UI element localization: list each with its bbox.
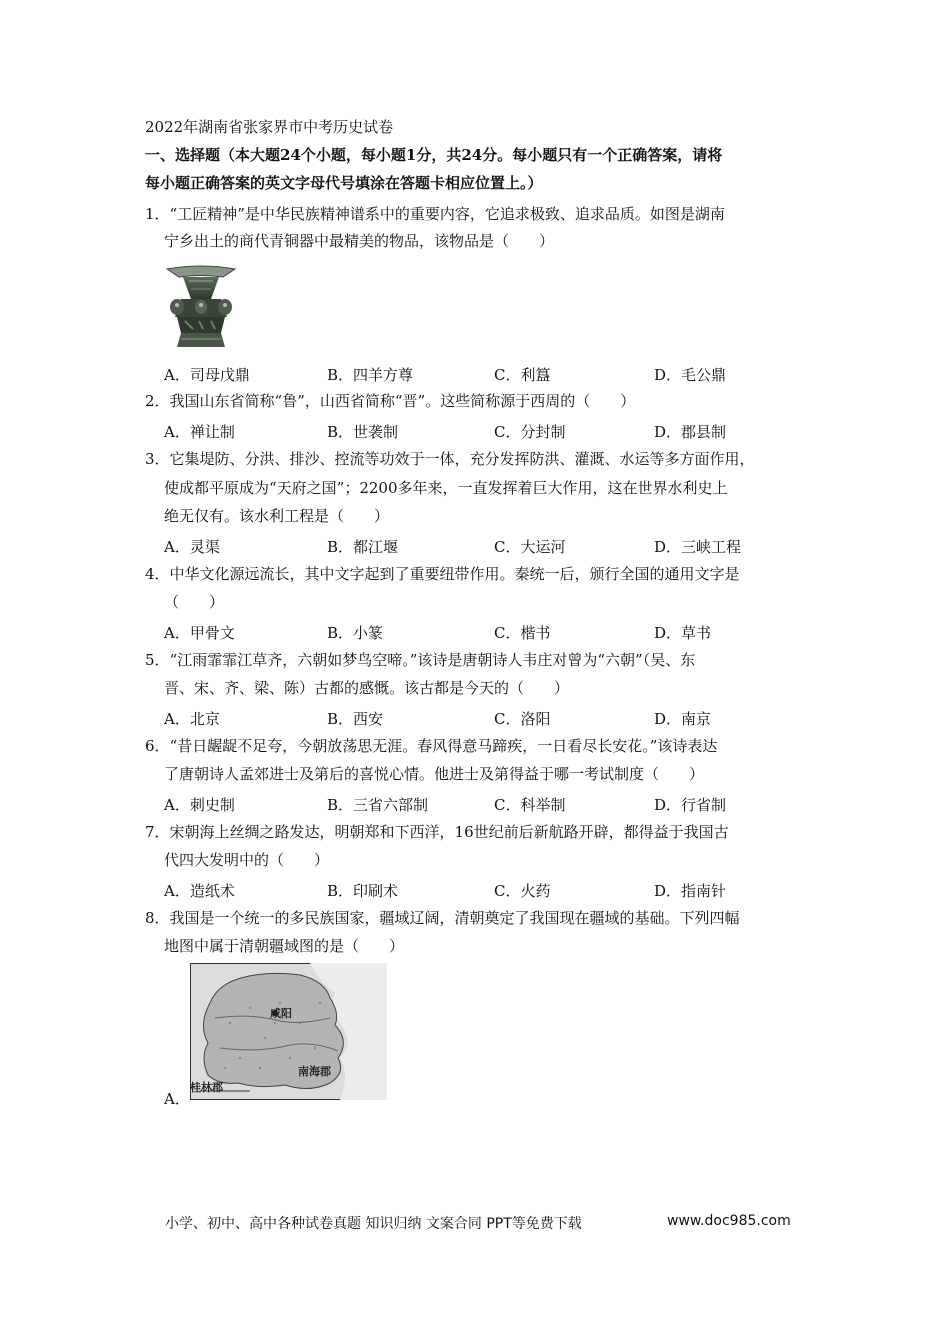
section-heading-line-2: 每小题正确答案的英文字母代号填涂在答题卡相应位置上。） [145, 174, 543, 192]
question-3-options [164, 536, 824, 554]
footer-text: 小学、初中、高中各种试卷真题 知识归纳 文案合同 PPT等免费下载 [165, 1216, 582, 1232]
option-a[interactable]: A．北京 [164, 710, 220, 728]
option-a[interactable]: A．禅让制 [164, 423, 235, 441]
footer-url[interactable]: www.doc985.com [667, 1213, 791, 1229]
option-a[interactable]: A．司母戊鼎 [164, 366, 250, 384]
question-7-line-1: 7．宋朝海上丝绸之路发达，明朝郑和下西洋，16世纪前后新航路开辟，都得益于我国古 [145, 823, 729, 841]
question-6-line-1: 6．“昔日龌龊不足夸，今朝放荡思无涯。春风得意马蹄疾，一日看尽长安花。”该诗表达 [145, 737, 718, 755]
question-4-line-2: （ ） [164, 593, 225, 611]
map-label-xianyang: 咸阳 [270, 1007, 292, 1020]
question-3-line-1: 3．它集堤防、分洪、排沙、控流等功效于一体，充分发挥防洪、灌溉、水运等多方面作用， [145, 450, 755, 468]
option-c[interactable]: C．火药 [494, 882, 551, 900]
option-b[interactable]: B．四羊方尊 [327, 366, 414, 384]
question-2-options [164, 421, 824, 439]
option-b[interactable]: B．印刷术 [327, 882, 399, 900]
bronze-vessel-image [165, 263, 237, 349]
question-7-line-2: 代四大发明中的（ ） [164, 851, 330, 869]
option-c[interactable]: C．洛阳 [494, 710, 551, 728]
option-d[interactable]: D．指南针 [654, 882, 727, 900]
question-5-line-1: 5．“江雨霏霏江草齐，六朝如梦鸟空啼。”该诗是唐朝诗人韦庄对曾为“六朝”（吴、东 [145, 651, 696, 669]
option-b[interactable]: B．世袭制 [327, 423, 399, 441]
option-d[interactable]: D．南京 [654, 710, 712, 728]
option-c[interactable]: C．大运河 [494, 538, 566, 556]
option-a[interactable]: A．造纸术 [164, 882, 235, 900]
question-4-options [164, 622, 824, 640]
question-7-options [164, 880, 824, 898]
question-5-options [164, 708, 824, 726]
option-c[interactable]: C．分封制 [494, 423, 566, 441]
question-4-line-1: 4．中华文化源远流长，其中文字起到了重要纽带作用。秦统一后，颁行全国的通用文字是 [145, 565, 740, 583]
option-d[interactable]: D．毛公鼎 [654, 366, 727, 384]
option-a[interactable]: A．刺史制 [164, 796, 235, 814]
option-a[interactable]: A．甲骨文 [164, 624, 235, 642]
section-heading-line-1: 一、选择题（本大题24个小题，每小题1分，共24分。每小题只有一个正确答案，请将 [145, 146, 723, 164]
map-label-guilin: 桂林郡 [190, 1081, 223, 1094]
question-6-line-2: 了唐朝诗人孟郊进士及第后的喜悦心情。他进士及第得益于哪一考试制度（ ） [164, 765, 705, 783]
question-6-options [164, 794, 824, 812]
question-8-line-1: 8．我国是一个统一的多民族国家，疆域辽阔，清朝奠定了我国现在疆域的基础。下列四幅 [145, 909, 740, 927]
exam-title: 2022年湖南省张家界市中考历史试卷 [145, 118, 394, 136]
option-c[interactable]: C．利簋 [494, 366, 551, 384]
question-3-line-3: 绝无仅有。该水利工程是（ ） [164, 507, 390, 525]
option-d[interactable]: D．行省制 [654, 796, 727, 814]
map-option-a-label[interactable]: A． [164, 1090, 190, 1108]
question-1-line-1: 1．“工匠精神”是中华民族精神谱系中的重要内容，它追求极致、追求品质。如图是湖南 [145, 205, 725, 223]
question-5-line-2: 晋、宋、齐、梁、陈）古都的感慨。该古都是今天的（ ） [164, 679, 570, 697]
map-label-nanhai: 南海郡 [298, 1065, 331, 1078]
option-d[interactable]: D．郡县制 [654, 423, 727, 441]
option-d[interactable]: D．草书 [654, 624, 712, 642]
question-3-line-2: 使成都平原成为“天府之国”；2200多年来，一直发挥着巨大作用，这在世界水利史上 [164, 479, 728, 497]
option-a[interactable]: A．灵渠 [164, 538, 220, 556]
question-1-options [164, 364, 824, 382]
option-b[interactable]: B．三省六部制 [327, 796, 429, 814]
option-c[interactable]: C．楷书 [494, 624, 551, 642]
question-2-line-1: 2．我国山东省简称“鲁”，山西省简称“晋”。这些简称源于西周的（ ） [145, 392, 636, 410]
option-b[interactable]: B．小篆 [327, 624, 384, 642]
question-8-line-2: 地图中属于清朝疆域图的是（ ） [164, 937, 405, 955]
map-option-a[interactable] [190, 963, 387, 1100]
option-b[interactable]: B．都江堰 [327, 538, 399, 556]
option-d[interactable]: D．三峡工程 [654, 538, 742, 556]
question-1-line-2: 宁乡出土的商代青铜器中最精美的物品，该物品是（ ） [164, 232, 555, 250]
option-c[interactable]: C．科举制 [494, 796, 566, 814]
option-b[interactable]: B．西安 [327, 710, 384, 728]
